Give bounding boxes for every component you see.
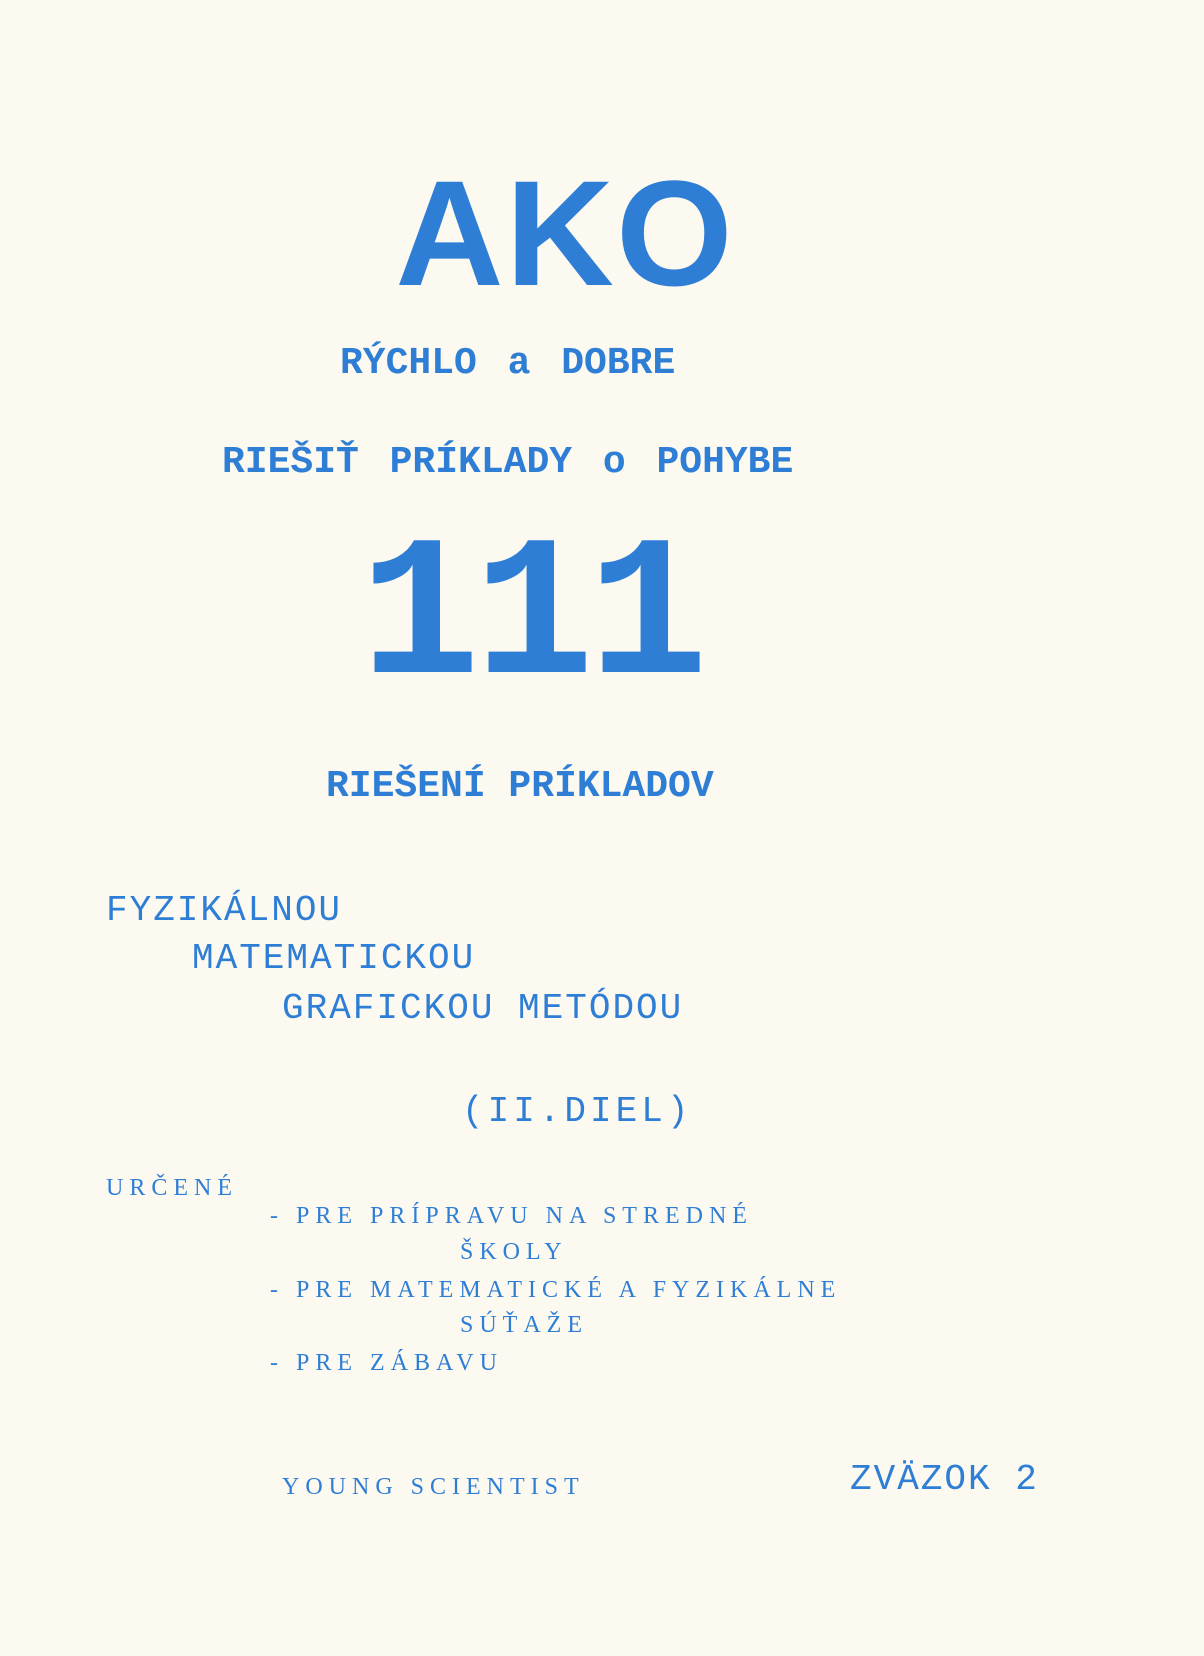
- intended-item-preparation-cont: ŠKOLY: [460, 1239, 568, 1265]
- intended-item-preparation: - PRE PRÍPRAVU NA STREDNÉ: [270, 1203, 753, 1229]
- volume-label: ZVÄZOK 2: [850, 1459, 1039, 1500]
- method-graphical: GRAFICKOU METÓDOU: [282, 988, 684, 1029]
- intended-item-competitions: - PRE MATEMATICKÉ A FYZIKÁLNE: [270, 1277, 842, 1303]
- cover-number: 111: [360, 506, 703, 733]
- publisher-name: YOUNG SCIENTIST: [282, 1474, 585, 1500]
- intended-label: URČENÉ: [106, 1175, 238, 1201]
- subtitle-line-2: RIEŠIŤ PRÍKLADY o POHYBE: [222, 441, 794, 484]
- method-physical: FYZIKÁLNOU: [106, 890, 343, 931]
- method-mathematical: MATEMATICKOU: [192, 938, 476, 979]
- part-label: (II.DIEL): [462, 1091, 693, 1132]
- subtitle-line-1: RÝCHLO a DOBRE: [340, 342, 676, 385]
- cover-title: AKO: [395, 149, 735, 317]
- intended-item-fun: - PRE ZÁBAVU: [270, 1350, 503, 1376]
- solutions-heading: RIEŠENÍ PRÍKLADOV: [326, 765, 714, 808]
- intended-item-competitions-cont: SÚŤAŽE: [460, 1312, 588, 1338]
